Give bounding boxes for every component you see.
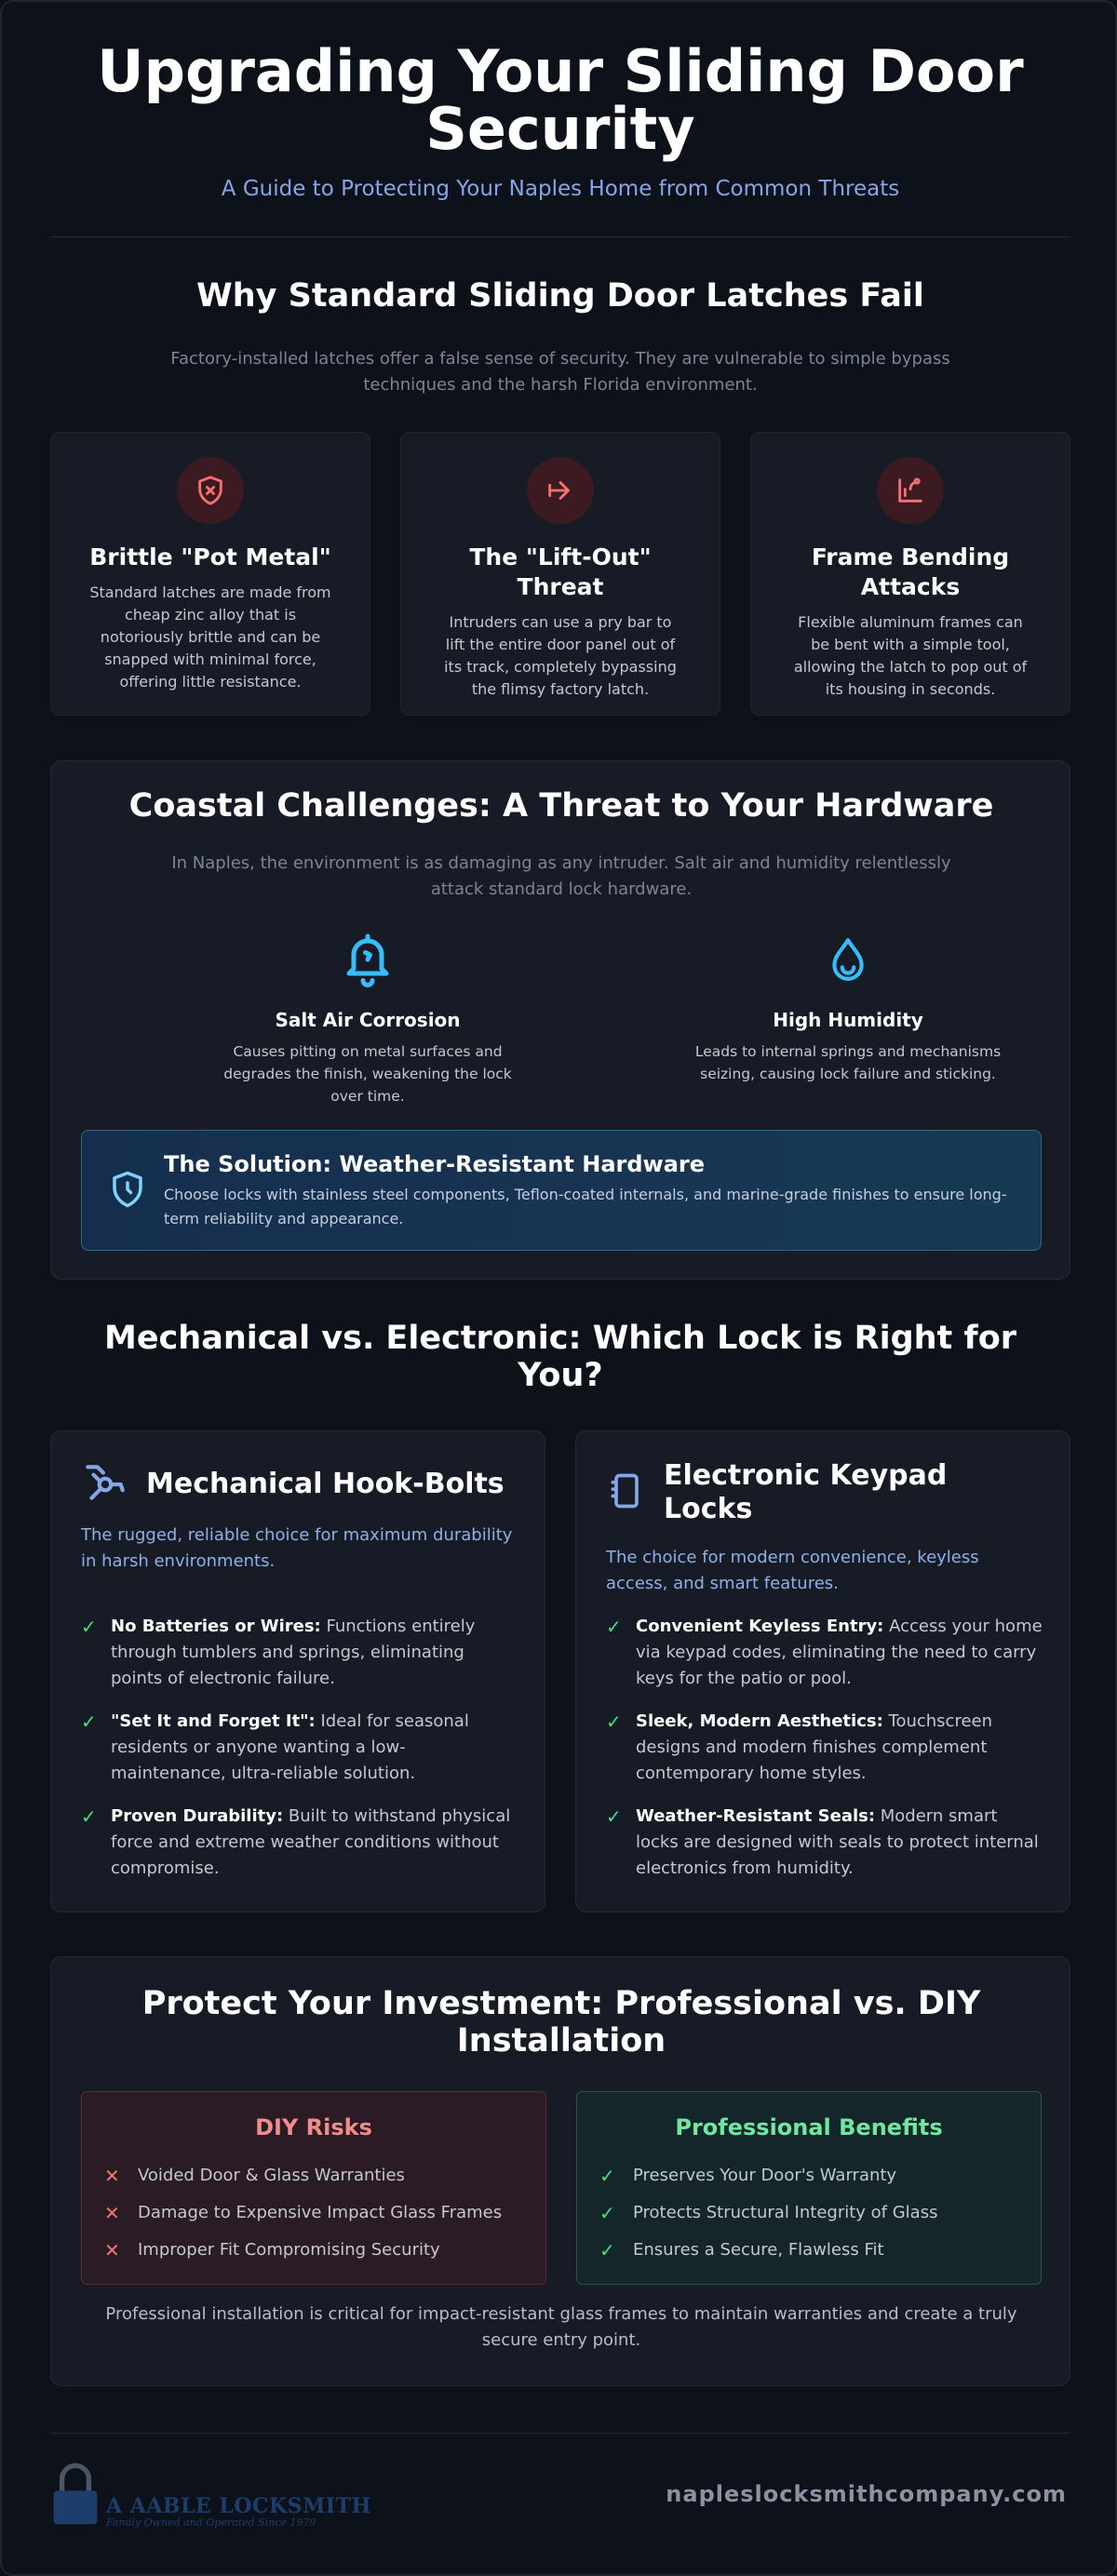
arrow-right-icon xyxy=(527,457,594,524)
mechanical-lock-card xyxy=(50,1430,545,1912)
frame-bend-icon xyxy=(877,457,944,524)
solution-callout xyxy=(81,1130,1042,1251)
check-icon: ✓ xyxy=(599,2239,615,2261)
fail-card-pot-metal xyxy=(50,432,370,716)
electronic-lock-card xyxy=(575,1430,1070,1912)
coastal-item-title: Salt Air Corrosion xyxy=(275,1009,461,1031)
check-icon: ✓ xyxy=(599,2165,615,2187)
lock-card-title: Electronic Keypad Locks xyxy=(664,1459,948,1525)
pro-benefits-list xyxy=(599,2157,1041,2269)
check-icon: ✓ xyxy=(599,2202,615,2224)
header xyxy=(2,37,1117,201)
check-icon: ✓ xyxy=(606,1711,622,1733)
page-title: Upgrading Your Sliding Door Security xyxy=(97,37,1024,163)
coastal-item-humidity xyxy=(680,929,1016,1085)
fail-card-title: The "Lift-Out" Threat xyxy=(469,543,652,600)
check-icon: ✓ xyxy=(606,1616,622,1638)
locks-title: Mechanical vs. Electronic: Which Lock is Right for You? xyxy=(103,1320,1017,1394)
solution-title: The Solution: Weather-Resistant Hardware xyxy=(164,1151,706,1177)
benefit-item: ✓ Preserves Your Door's Warranty xyxy=(599,2157,1041,2194)
website-link[interactable]: napleslocksmithcompany.com xyxy=(666,2481,1067,2507)
coastal-panel xyxy=(50,760,1070,1280)
check-icon: ✓ xyxy=(81,1805,97,1828)
coastal-description: In Naples, the environment is as damaging as any intruder. Salt air and humidity relentlessly attack standard lock hardware. xyxy=(171,853,951,899)
footer-divider xyxy=(50,2433,1070,2434)
bell-corrosion-icon xyxy=(200,929,535,990)
x-icon: ✕ xyxy=(104,2239,120,2261)
feature-item: ✓ No Batteries or Wires: Functions entirely through tumblers and springs, eliminating points of electronic failure. xyxy=(81,1614,518,1692)
logo-name: A AABLE LOCKSMITH xyxy=(106,2494,371,2518)
risk-item: ✕ Damage to Expensive Impact Glass Frames xyxy=(104,2194,545,2232)
why-fail-title: Why Standard Sliding Door Latches Fail xyxy=(196,277,924,315)
check-icon: ✓ xyxy=(606,1805,622,1828)
divider xyxy=(50,236,1070,237)
coastal-item-text: Leads to internal springs and mechanisms seizing, causing lock failure and sticking. xyxy=(694,1043,1002,1082)
water-drop-icon xyxy=(680,929,1016,990)
logo-text xyxy=(106,2494,371,2531)
benefit-item: ✓ Protects Structural Integrity of Glass xyxy=(599,2194,1041,2232)
pro-benefits-box xyxy=(576,2091,1042,2285)
check-icon: ✓ xyxy=(81,1616,97,1638)
lock-card-description: The choice for modern convenience, keyless access, and smart features. xyxy=(606,1548,979,1593)
electronic-feature-list xyxy=(606,1614,1043,1898)
feature-item: ✓ Proven Durability: Built to withstand physical force and extreme weather conditions without compromise. xyxy=(81,1804,518,1882)
lock-card-header xyxy=(606,1459,1017,1526)
logo-tagline: Family Owned and Operated Since 1979 xyxy=(106,2516,316,2529)
risk-item: ✕ Voided Door & Glass Warranties xyxy=(104,2157,545,2194)
benefit-item: ✓ Ensures a Secure, Flawless Fit xyxy=(599,2232,1041,2269)
lock-card-description: The rugged, reliable choice for maximum durability in harsh environments. xyxy=(81,1525,513,1571)
padlock-icon xyxy=(50,2461,101,2531)
page-subtitle: A Guide to Protecting Your Naples Home from Common Threats xyxy=(221,177,900,201)
fail-card-title: Frame Bending Attacks xyxy=(811,543,1010,600)
x-icon: ✕ xyxy=(104,2202,120,2224)
keypad-icon xyxy=(606,1468,647,1518)
shield-clock-icon xyxy=(108,1168,147,1214)
feature-item: ✓ Convenient Keyless Entry: Access your home via keypad codes, eliminating the need to carry keys for the patio or pool. xyxy=(606,1614,1043,1692)
coastal-item-text: Causes pitting on metal surfaces and degrades the finish, weakening the lock over time. xyxy=(223,1043,512,1105)
fail-card-title: Brittle "Pot Metal" xyxy=(89,543,331,570)
install-title: Protect Your Investment: Professional vs. DIY Installation xyxy=(141,1985,981,2059)
mechanical-feature-list xyxy=(81,1614,518,1898)
coastal-item-salt xyxy=(200,929,535,1107)
coastal-item-title: High Humidity xyxy=(773,1009,923,1031)
check-icon: ✓ xyxy=(81,1711,97,1733)
shield-x-icon xyxy=(177,457,244,524)
lock-card-header xyxy=(81,1459,505,1509)
coastal-title: Coastal Challenges: A Threat to Your Hardware xyxy=(128,787,994,825)
fail-card-text: Flexible aluminum frames can be bent with a simple tool, allowing the latch to pop out of its housing in seconds. xyxy=(793,613,1028,698)
lock-card-title: Mechanical Hook-Bolts xyxy=(146,1468,505,1500)
fail-card-lift-out xyxy=(400,432,720,716)
risk-item: ✕ Improper Fit Compromising Security xyxy=(104,2232,545,2269)
fail-card-text: Standard latches are made from cheap zinc alloy that is notoriously brittle and can be snapped with minimal force, offering little resistance. xyxy=(89,584,331,691)
diy-risks-title: DIY Risks xyxy=(255,2114,372,2140)
solution-text: Choose locks with stainless steel components, Teflon-coated internals, and marine-grade finishes to ensure long-term reliability and appearance. xyxy=(164,1186,1007,1228)
pro-benefits-title: Professional Benefits xyxy=(675,2114,943,2140)
x-icon: ✕ xyxy=(104,2165,120,2187)
install-note: Professional installation is critical for impact-resistant glass frames to maintain warranties and create a truly secure entry point. xyxy=(105,2304,1017,2350)
feature-item: ✓ Sleek, Modern Aesthetics: Touchscreen designs and modern finishes complement contemporary home styles. xyxy=(606,1709,1043,1787)
hook-bolt-icon xyxy=(81,1459,129,1509)
diy-risks-list xyxy=(104,2157,545,2269)
fail-card-text: Intruders can use a pry bar to lift the entire door panel out of its track, completely bypassing the flimsy factory latch. xyxy=(444,613,677,698)
diy-risks-box xyxy=(81,2091,546,2285)
company-logo[interactable] xyxy=(50,2461,371,2531)
install-panel xyxy=(50,1956,1070,2386)
feature-item: ✓ "Set It and Forget It": Ideal for seasonal residents or anyone wanting a low-maintenance, ultra-reliable solution. xyxy=(81,1709,518,1787)
fail-card-frame-bending xyxy=(750,432,1070,716)
feature-item: ✓ Weather-Resistant Seals: Modern smart locks are designed with seals to protect internal electronics from humidity. xyxy=(606,1804,1043,1882)
why-fail-description: Factory-installed latches offer a false sense of security. They are vulnerable to simple bypass techniques and the harsh Florida environment. xyxy=(170,349,950,395)
